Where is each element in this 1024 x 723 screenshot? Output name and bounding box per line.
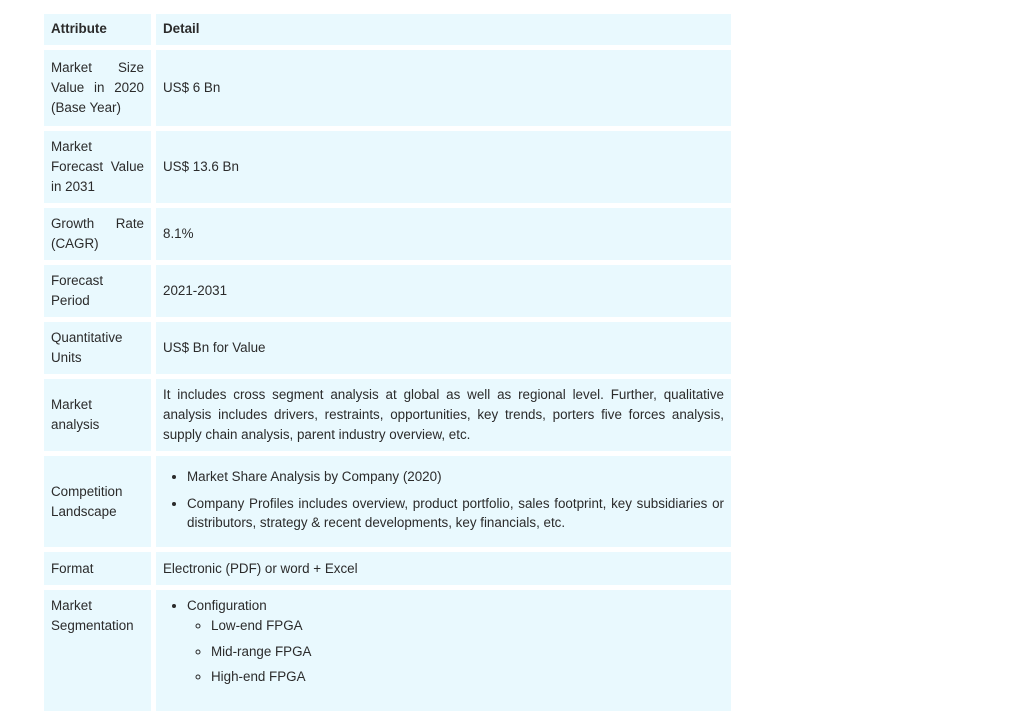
row-detail: Electronic (PDF) or word + Excel [156, 552, 731, 585]
table-row [44, 456, 731, 547]
table-row [44, 50, 731, 126]
header-attribute: Attribute [44, 14, 156, 45]
row-detail: 2021-2031 [156, 265, 731, 317]
segment-sub-list [187, 616, 724, 687]
row-detail [156, 590, 731, 711]
row-attribute: Format [44, 552, 156, 585]
table-row [44, 552, 731, 585]
list-item: ◦ Mid-range FPGA [211, 642, 724, 662]
row-attribute: Market analysis [44, 379, 156, 451]
row-detail: US$ 13.6 Bn [156, 131, 731, 203]
segment-label: Configuration [187, 598, 267, 613]
list-item: • Company Profiles includes overview, product portfolio, sales footprint, key subsidiaries or distributors, strategy & recent developments, key financials, etc. [187, 494, 724, 534]
table-row [44, 265, 731, 317]
row-detail: US$ Bn for Value [156, 322, 731, 374]
segmentation-list [163, 596, 724, 687]
list-item: ◦ Low-end FPGA [211, 616, 724, 636]
table-header-row [44, 14, 731, 45]
list-item: • Market Share Analysis by Company (2020) [187, 467, 724, 487]
competition-list [163, 467, 724, 533]
list-item [187, 596, 724, 687]
row-attribute: Market Size Value in 2020 (Base Year) [44, 50, 156, 126]
row-attribute: Growth Rate (CAGR) [44, 208, 156, 260]
table-row [44, 379, 731, 451]
row-detail: It includes cross segment analysis at global as well as regional level. Further, qualitative analysis includes drivers, restraints, opportunities, key trends, porters five forces analysis, supply chain analysis, parent industry overview, etc. [156, 379, 731, 451]
row-attribute: Market Segmentation [44, 590, 156, 711]
row-attribute: Market Forecast Value in 2031 [44, 131, 156, 203]
table-row [44, 590, 731, 711]
table-row [44, 208, 731, 260]
row-attribute: Forecast Period [44, 265, 156, 317]
header-detail: Detail [156, 14, 731, 45]
row-detail: US$ 6 Bn [156, 50, 731, 126]
row-attribute: Competition Landscape [44, 456, 156, 547]
report-attributes-table [44, 9, 731, 716]
row-detail: 8.1% [156, 208, 731, 260]
row-detail [156, 456, 731, 547]
list-item: ◦ High-end FPGA [211, 667, 724, 687]
table-row [44, 322, 731, 374]
table-row [44, 131, 731, 203]
row-attribute: Quantitative Units [44, 322, 156, 374]
